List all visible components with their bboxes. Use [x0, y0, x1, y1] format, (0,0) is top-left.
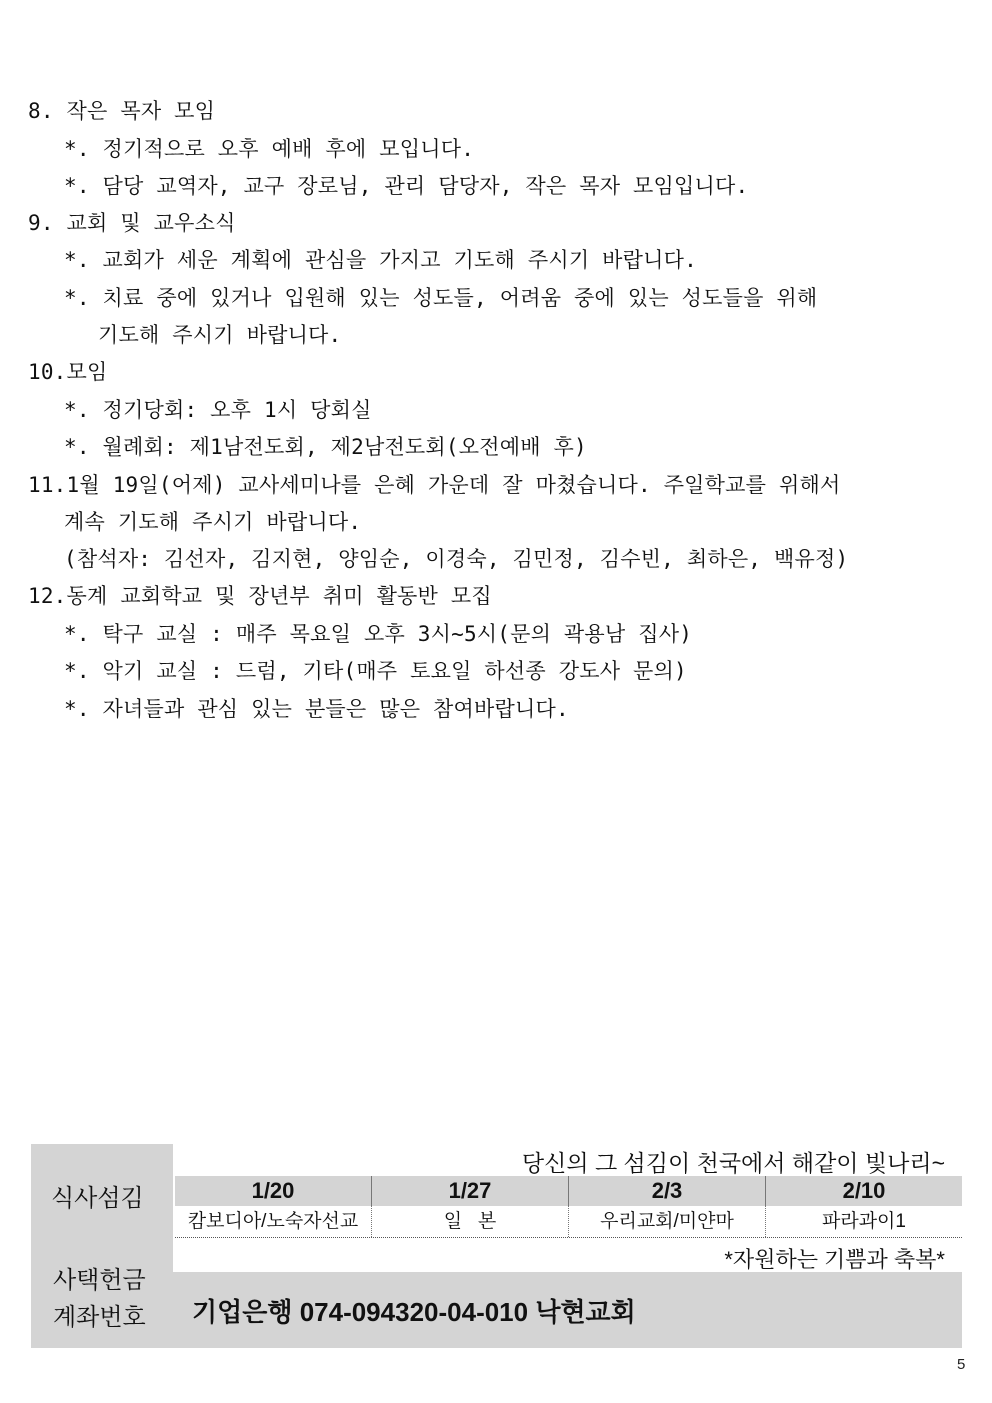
meal-dates-row [175, 1176, 962, 1206]
meal-date: 2/3 [569, 1176, 766, 1206]
meal-slogan: 당신의 그 섬김이 천국에서 해같이 빛나리~ [521, 1150, 945, 1176]
meal-names-row [175, 1206, 962, 1238]
offering-note: *자원하는 기쁨과 축복* [724, 1247, 945, 1272]
list-item: *. 자녀들과 관심 있는 분들은 많은 참여바랍니다. [64, 697, 569, 721]
list-item: *. 월례회: 제1남전도회, 제2남전도회(오전예배 후) [64, 435, 587, 459]
meal-server: 우리교회/미얀마 [569, 1206, 766, 1237]
meal-date: 1/20 [175, 1176, 372, 1206]
list-item: *. 정기적으로 오후 예배 후에 모입니다. [64, 137, 475, 161]
account-label: 계좌번호 [53, 1304, 146, 1331]
list-item: *. 탁구 교실 : 매주 목요일 오후 3시~5시(문의 곽용남 집사) [64, 622, 693, 646]
page-number: 5 [957, 1356, 966, 1373]
meal-date: 1/27 [372, 1176, 569, 1206]
list-item: *. 악기 교실 : 드럼, 기타(매주 토요일 하선종 강도사 문의) [64, 659, 687, 683]
meal-date: 2/10 [842, 1178, 886, 1203]
list-item-continuation: 기도해 주시기 바랍니다. [98, 323, 342, 347]
account-number: 기업은행 074-094320-04-010 낙현교회 [192, 1297, 636, 1327]
section-heading: 10.모임 [28, 360, 108, 384]
list-item: *. 치료 중에 있거나 입원해 있는 성도들, 어려움 중에 있는 성도들을 위해 [64, 286, 818, 310]
meal-server: 파라과이1 [822, 1211, 906, 1232]
offering-label: 사택헌금 [53, 1267, 146, 1294]
attendee-list: (참석자: 김선자, 김지현, 양임순, 이경숙, 김민정, 김수빈, 최하은, 백유정) [64, 547, 849, 571]
list-item-continuation: 계속 기도해 주시기 바랍니다. [64, 510, 362, 534]
section-heading: 9. 교회 및 교우소식 [28, 211, 236, 235]
list-item: *. 담당 교역자, 교구 장로님, 관리 담당자, 작은 목자 모임입니다. [64, 174, 749, 198]
meal-server: 일 본 [372, 1206, 569, 1237]
section-heading: 12.동계 교회학교 및 장년부 취미 활동반 모집 [28, 584, 492, 608]
section-heading: 8. 작은 목자 모임 [28, 99, 216, 123]
list-item: *. 정기당회: 오후 1시 당회실 [64, 398, 372, 422]
list-item: *. 교회가 세운 계획에 관심을 가지고 기도해 주시기 바랍니다. [64, 248, 697, 272]
meal-label: 식사섬김 [51, 1185, 144, 1212]
meal-server: 캄보디아/노숙자선교 [175, 1206, 372, 1237]
section-heading: 11.1월 19일(어제) 교사세미나를 은혜 가운데 잘 마쳤습니다. 주일학교를 위해서 [28, 473, 841, 497]
